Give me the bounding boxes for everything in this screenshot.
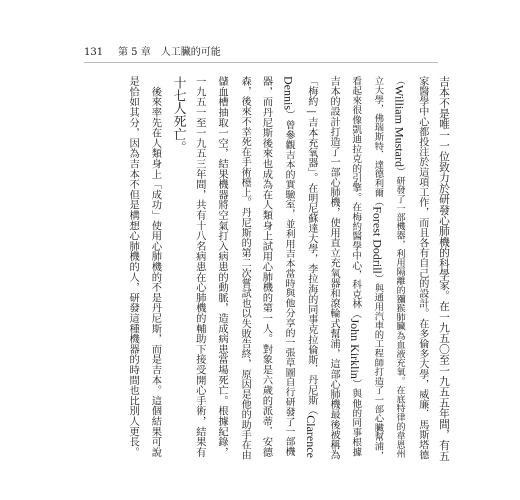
text-column: 後來率先在人類身上「成功」使用心肺機的不是丹尼斯，而是吉本。這個結果可說 bbox=[149, 76, 162, 458]
text-column: 吉本不是唯一一位致力於研發心肺機的科學家。在一九五〇至一九五五年間，有五 bbox=[438, 76, 451, 462]
page-number: 131 bbox=[84, 47, 104, 58]
text-column: 器，而丹尼斯後來也成為在人類身上試用心肺機的第一人。對象是六歲的派蒂．安德 bbox=[260, 76, 273, 458]
latin-name: Forest Dodrill bbox=[370, 206, 385, 274]
text-column: 看起來很像凱迪拉克的引擎。在梅約醫學中心，科克林（John Kirklin）與他的同事根據 bbox=[348, 76, 363, 457]
text-column: Dennis）曾參觀吉本的實驗室，並利用吉本當時與他分享的一張草圖自行研發了一部機 bbox=[281, 76, 296, 457]
latin-name: John Kirklin bbox=[348, 318, 363, 379]
latin-name: William Mustard bbox=[392, 85, 407, 167]
text-column: 儲血槽抽取一空，結果機器將空氣打入病患的動脈，造成病患當場死亡。根據紀錄， bbox=[216, 76, 228, 458]
text-column: 吉本的設計打造了一部心肺機，使用直立充氧器和滾輪式幫浦，這部心肺機最後被稱為 bbox=[328, 76, 339, 460]
text-column: 十七人死亡。 bbox=[170, 76, 186, 154]
text-column: （William Mustard）研發了一部機器，利用隔離的獼猴肺臟為血液充氧。在底特律的韋恩州 bbox=[392, 76, 407, 459]
latin-name: Dennis bbox=[281, 76, 296, 110]
text-column: 一九五一至一九五三年間，共有十八名病患在心肺機的輔助下接受開心手術，結果有 bbox=[193, 76, 206, 458]
text-column: 是恰如其分，因為吉本不但是構想心肺機的人，研發這種機器的時間也比別人更長。 bbox=[127, 76, 140, 458]
text-column: 立大學，佛瑞斯特．達德利爾（Forest Dodrill）與通用汽車的工程師打造了一部心臟幫浦， bbox=[370, 76, 385, 460]
text-column: 森，後來不幸死在手術檯上。丹尼斯的第二次嘗試也以失敗告終，原因是他的助手在由 bbox=[239, 76, 251, 460]
running-title: 第 5 章 人工臟的可能 bbox=[118, 47, 221, 58]
text-column: 「梅約—吉本充氧器」。在明尼蘇達大學，李拉海的同事克拉倫斯．丹尼斯（Clarence bbox=[303, 76, 318, 458]
text-column: 家醫學中心都投注於這項工作，而且各有自己的設計。在多倫多大學，威廉．馬斯塔德 bbox=[416, 76, 428, 460]
latin-name: Clarence bbox=[303, 415, 318, 458]
